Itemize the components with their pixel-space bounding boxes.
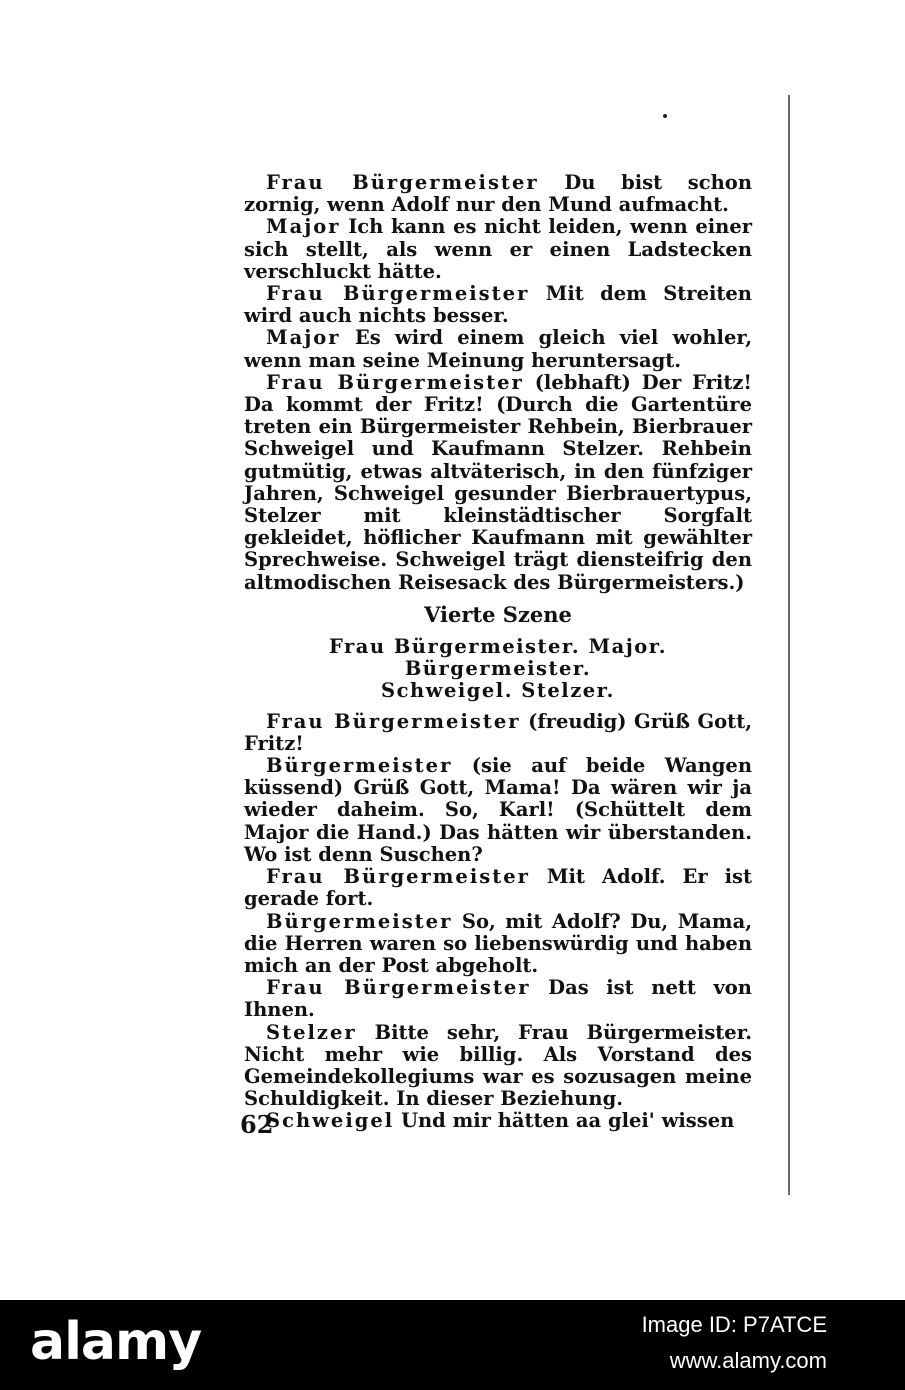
scene-title: Vierte Szene [424, 601, 572, 627]
dialogue-line: Major Ich kann es nicht leiden, wenn einer sich stellt, als wenn er einen Ladstecken verschluckt hätte. [244, 215, 752, 283]
image-id-label: Image ID: P7ATCE [641, 1312, 827, 1337]
dialogue-line: Frau Bürgermeister Mit Adolf. Er ist gerade fort. [244, 865, 752, 911]
cast-line-2: Schweigel. Stelzer. [381, 679, 615, 703]
play-text [244, 172, 752, 1133]
page-number: 62 [240, 1110, 274, 1139]
dialogue-line: Frau Bürgermeister Du bist schon zornig, wenn Adolf nur den Mund aufmacht. [244, 171, 752, 217]
page-edge-line [788, 95, 790, 1195]
dialogue-line: Frau Bürgermeister Das ist nett von Ihnen. [244, 976, 752, 1022]
alamy-logo: alamy [30, 1312, 202, 1372]
dialogue-line: Stelzer Bitte sehr, Frau Bürgermeister. Nicht mehr wie billig. Als Vorstand des Gemeindekollegiums war es sozusagen meine Schuldigkeit. In dieser Beziehung. [244, 1020, 752, 1111]
dialogue-line: Frau Bürgermeister Mit dem Streiten wird auch nichts besser. [244, 282, 752, 328]
dialogue-line: Bürgermeister So, mit Adolf? Du, Mama, die Herren waren so liebenswürdig und haben mich an der Post abgeholt. [244, 909, 752, 977]
dialogue-line: Schweigel Und mir hätten aa glei' wissen [266, 1109, 735, 1133]
footer-url: www.alamy.com [669, 1348, 827, 1373]
ink-dot [663, 114, 667, 118]
dialogue-line: Bürgermeister (sie auf beide Wangen küssend) Grüß Gott, Mama! Da wären wir ja wieder daheim. So, Karl! (Schüttelt dem Major die Hand.) Das hätten wir überstanden. Wo ist denn Suschen? [244, 754, 752, 866]
cast-list [244, 636, 752, 703]
dialogue-line: Frau Bürgermeister (lebhaft) Der Fritz! Da kommt der Fritz! (Durch die Gartentüre treten ein Bürgermeister Rehbein, Bierbrauer Schweigel und Kaufmann Stelzer. Rehbein gutmütig, etwas altväterisch, in den fünfziger Jahren, Schweigel gesunder Bierbrauertypus, Stelzer mit kleinstädtischer Sorgfalt gekleidet, höflicher Kaufmann mit gewählter Sprechweise. Schweigel trägt diensteifrig den altmodischen Reisesack des Bürgermeisters.) [244, 370, 752, 594]
dialogue-line: Major Es wird einem gleich viel wohler, wenn man seine Meinung heruntersagt. [244, 326, 752, 372]
cast-line-1: Frau Bürgermeister. Major. Bürgermeister. [328, 635, 668, 681]
stock-footer-banner [0, 1300, 905, 1390]
dialogue-line: Frau Bürgermeister (freudig) Grüß Gott, Fritz! [244, 709, 752, 755]
